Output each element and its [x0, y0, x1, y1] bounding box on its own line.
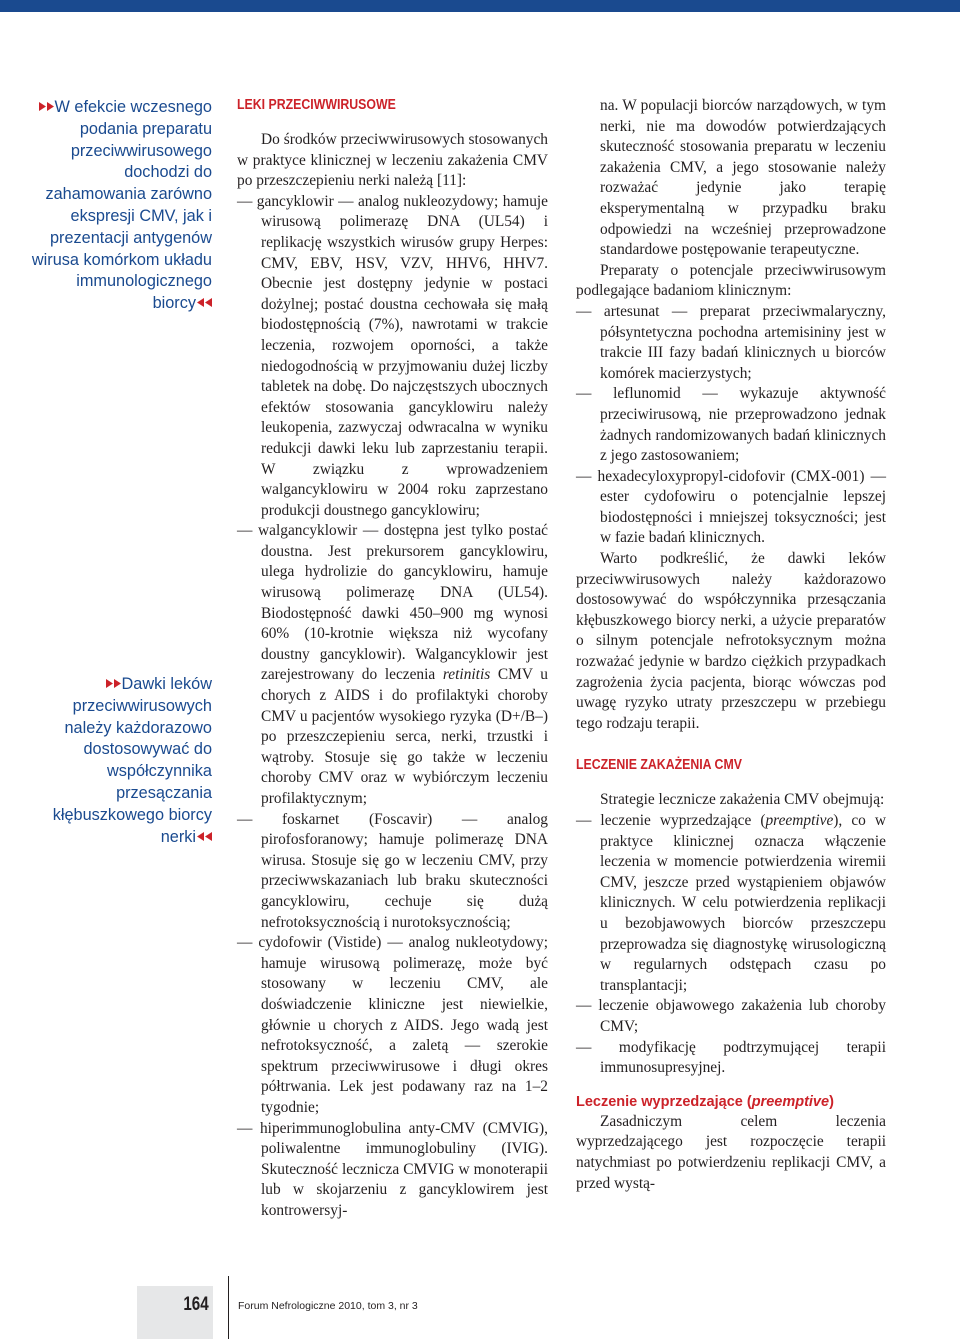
list-item: — leflunomid — wykazuje aktywność przeciwirusową, nie przeprowadzono jednak żadnych randomizowanych badań klinicznych z jego zastosowaniem; — [576, 385, 886, 465]
paragraph: Strategie lecznicze zakażenia CMV obejmują: — [600, 791, 885, 809]
double-arrow-left-icon — [196, 298, 212, 307]
list-item: — leczenie objawowego zakażenia lub choroby CMV; — [576, 997, 886, 1035]
paragraph: Do środków przeciwwirusowych stosowanych w praktyce klinicznej w leczeniu zakażenia CMV po przeszczepieniu nerki należą [11]: — [237, 131, 548, 190]
list-item: — walgancyklowir — dostępna jest tylko postać doustna. Jest prekursorem gancyklowiru, ulega hydrolizie do gancyklowiru, hamuje wirusową polimerazę DNA (UL54). Biodostępność dawki 450–900 mg wynosi 60% (10-krotnie większa niż wycofany doustny gancyklowir). Walgancyklowir jest zarejestrowany do leczenia retinitis CMV u chorych z AIDS i do profilaktyki choroby CMV u pacjentów wysokiego ryzyka (D+/B–) po przeszczepieniu serca, nerki, trzustki i wątroby. Stosuje się go także w leczeniu choroby CMV oraz w wybiórczym leczeniu profilaktycznym; — [237, 522, 548, 807]
paragraph: Preparaty o potencjale przeciwwirusowym podlegające badaniom klinicznym: — [576, 261, 886, 300]
section-heading-antivirals: LEKI PRZECIWWIRUSOWE — [237, 97, 396, 113]
page-number: 164 — [183, 1294, 209, 1315]
page-number-tab — [137, 1286, 213, 1339]
list-item: — gancyklowir — analog nukleozydowy; hamuje wirusową polimerazę DNA (UL54) i replikację wszystkich wirusów grupy Herpes: CMV, EBV, HSV, VZV, HHV6, HHV7. Obecnie jest dostępny jedynie w postaci dożylnej; postać doustna cechowała się małą biodostępnością (7%), nawrotami w trakcie leczenia, rozwojem oporności, a także niedogodnością w przyjmowaniu dużej liczby tabletek na dobę. Do najczęstszych ubocznych efektów stosowania gancyklowiru należy leukopenia, zazwyczaj odwracalna w wyniku redukcji dawki leku lub zaprzestaniu terapii. W związku z wprowadzeniem walgancyklowiru w 2004 roku zaprzestano produkcji doustnego gancyklowiru; — [237, 192, 548, 519]
list-item: — cydofowir (Vistide) — analog nukleotydowy; hamuje wirusową polimerazę, może być stosowany w leczeniu CMV, ale doświadczenie kliniczne jest niewielkie, głównie u chorych z AIDS. Jego wadą jest nefrotoksyczność, a zaletą — szerokie spektrum przeciwwirusowe i długi okres półtrwania. Lek jest podawany raz na 1–2 tygodnie; — [237, 934, 548, 1116]
pull-quote-2 — [30, 674, 212, 848]
double-arrow-right-icon — [106, 679, 122, 688]
list-item: — leczenie wyprzedzające (preemptive), co w praktyce klinicznej oznacza włączenie leczenia w momencie potwierdzenia wiremii CMV, jeszcze przed wystąpieniem objawów klinicznych. W celu potwierdzenia replikacji u bezobjawowych biorców przeszczepu przeprowadza się diagnostykę wirusologiczną w regularnych odstępach czasu po transplantacji; — [576, 812, 886, 994]
journal-citation: Forum Nefrologiczne 2010, tom 3, nr 3 — [238, 1300, 418, 1312]
section-heading-treatment: LECZENIE ZAKAŻENIA CMV — [576, 757, 742, 774]
subsection-heading-preemptive: Leczenie wyprzedzające (preemptive) — [576, 1093, 834, 1110]
pull-quote-1-text: W efekcie wczesnego podania preparatu przeciwwirusowego dochodzi do zahamowania zarówno ekspresji CMV, jak i prezentacji antygenów wirusa komórkom układu immunologicznego biorcy — [31, 98, 212, 313]
list-item: — modyfikację podtrzymującej terapii immunosupresyjnej. — [576, 1038, 886, 1077]
pull-quote-2-text: Dawki leków przeciwwirusowych należy każdorazowo dostosowywać do współczynnika przesączania kłębuszkowego biorcy nerki — [52, 675, 212, 846]
top-color-bar — [0, 0, 960, 12]
text-column-1 — [237, 96, 548, 1221]
double-arrow-right-icon — [39, 102, 55, 111]
list-item: — hexadecyloxypropyl-cidofovir (CMX-001) — ester cydofowiru o potencjalnie lepszej biodostępności i mniejszej toksyczności; jest w fazie badań klinicznych. — [576, 467, 886, 547]
footer-divider — [228, 1276, 229, 1339]
paragraph: Zasadniczym celem leczenia wyprzedzającego jest rozpoczęcie terapii natychmiast po potwierdzeniu replikacji CMV, a przed wystą- — [576, 1112, 886, 1192]
pull-quote-1 — [30, 97, 212, 315]
paragraph: na. W populacji biorców narządowych, w tym nerki, nie ma dowodów potwierdzających skuteczność stosowania preparatu w leczeniu zakażenia CMV, a jego stosowanie należy rozważać jedynie jako terapię eksperymentalną w przypadku braku odpowiedzi na wcześniej przeprowadzone standardowe postępowanie terapeutyczne. — [600, 97, 886, 259]
double-arrow-left-icon — [196, 832, 212, 841]
list-item: — foskarnet (Foscavir) — analog pirofosforanowy; hamuje polimerazę DNA wirusa. Stosuje się go w leczeniu CMV, przy przeciwwskazaniach lub braku skuteczności gancyklowiru, cechuje się dużą nefrotoksycznością i nurotoksycznością; — [237, 810, 548, 931]
list-item: — hiperimmunoglobulina anty-CMV (CMVIG), poliwalentne immunoglobuliny (IVIG). Skuteczność lecznicza CMVIG w monoterapii lub w skojarzeniu z gancyklowirem jest kontrowersyj- — [237, 1119, 548, 1219]
paragraph: Warto podkreślić, że dawki leków przeciwwirusowych należy każdorazowo dostosowywać do współczynnika przesączania kłębuszkowego biorcy nerki, a użycie preparatów o silnym potencjale nefrotoksycznym można rozważać jedynie w bardzo ciężkich przypadkach zagrożenia życia pacjenta, biorąc wówczas pod uwagę ryzyko utraty przeszczepu w przebiegu tego rodzaju terapii. — [576, 550, 886, 732]
text-column-2 — [576, 96, 886, 1194]
list-item: — artesunat — preparat przeciwmalaryczny, półsyntetyczna pochodna artemisininy jest w trakcie III fazy badań klinicznych u biorców komórek macierzystych; — [576, 302, 886, 382]
